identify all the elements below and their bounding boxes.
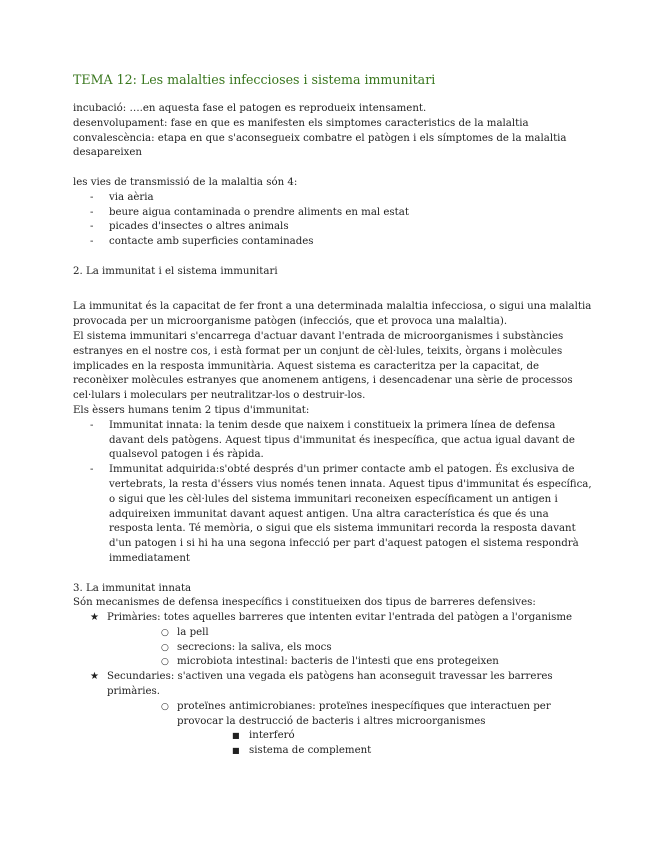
section2-paragraph-2: El sistema immunitari s'encarrega d'actuar davant l'entrada de microorganismes i substàncies estranyes en el nostre cos, i està format per un conjunt de cèl·lules, teixits, òrgans i molècules implicades en la resposta immunitària. Aquest sistema es caracteritza per la capacitat, de reconèixer molècules estranyes que anomenem antigens, i desencadenar una sèrie de processos cel·lulars i moleculars per neutralitzar-los o destruir-los. — [73, 330, 573, 402]
proteins-sublist — [213, 729, 593, 759]
dash-bullet: - — [90, 191, 94, 203]
list-item: - Immunitat adquirida:s'obté després d'un primer contacte amb el patogen. És exclusiva de vertebrats, la resta d'éssers vius només tenen innata. Aquest tipus d'immunitat és específica, o sigui que les cèl·lules del sistema immunitari reconeixen específicament un antigen i adquireixen immunitat davant aquest antigen. Una altra característica és que és una resposta lenta. Té memòria, o sigui que els sistema immunitari recorda la resposta davant d'un patogen i si hi ha una segona infecció per part d'aquest patogen el sistema respondrà immediatament — [90, 464, 592, 564]
list-item: - via aèria — [73, 191, 593, 206]
list-item: - Immunitat innata: la tenim desde que naixem i constitueix la primera línea de defensa davant dels patògens. Aquest tipus d'immunitat és inespecífica, que actua igual davant de qualsevol patogen i és ràpida. — [90, 419, 575, 461]
document-content — [73, 72, 593, 759]
list-item — [73, 670, 593, 759]
dash-bullet: - — [90, 464, 94, 476]
secundaries-sublist — [141, 700, 593, 759]
transmission-intro: les vies de transmissió de la malaltia són 4: — [73, 176, 298, 188]
star-bullet-icon: ★ — [90, 612, 99, 624]
section3-heading: 3. La immunitat innata — [73, 582, 192, 594]
list-item: ○ secrecions: la saliva, els mocs — [141, 641, 593, 656]
dash-bullet: - — [90, 206, 94, 218]
list-item: ○ proteïnes antimicrobianes: proteïnes inespecífiques que interactuen per provocar la destrucció de bacteris i altres microorganismes ■ interferó ■ sistema de complement — [141, 700, 593, 759]
primaries-sublist — [141, 626, 593, 670]
document-title: TEMA 12: Les malalties infeccioses i sistema immunitari — [73, 72, 436, 87]
secundaries-text: Secundaries: s'activen una vegada els patògens han aconseguit travessar les barreres primàries. — [107, 671, 553, 698]
list-item — [73, 611, 593, 670]
dash-bullet: - — [90, 221, 94, 233]
circle-bullet-icon: ○ — [161, 627, 169, 638]
list-item: - contacte amb superficies contaminades — [73, 235, 593, 250]
circle-bullet-icon: ○ — [161, 657, 169, 668]
primaries-text: Primàries: totes aquelles barreres que intenten evitar l'entrada del patògen a l'organisme — [107, 612, 573, 624]
section2-paragraph-1: La immunitat és la capacitat de fer front a una determinada malaltia infecciosa, o sigui una malaltia provocada per un microorganisme patògen (infecciós, que et provoca una malaltia). — [73, 301, 592, 328]
transmission-list — [73, 191, 593, 250]
section2-heading: 2. La immunitat i el sistema immunitari — [73, 265, 278, 277]
star-bullet-icon: ★ — [90, 671, 99, 683]
circle-bullet-icon: ○ — [161, 642, 169, 653]
barriers-list — [73, 611, 593, 759]
section3-intro: Són mecanismes de defensa inespecífics i constitueixen dos tipus de barreres defensives: — [73, 597, 536, 609]
list-item: ■ interferó — [213, 729, 593, 744]
dash-bullet: - — [90, 419, 94, 431]
section2-paragraph-3: Els èssers humans tenim 2 tipus d'immunitat: — [73, 404, 310, 416]
phase-incubacio: incubació: ….en aquesta fase el patogen es reprodueix intensament. — [73, 103, 427, 114]
square-bullet-icon: ■ — [232, 746, 240, 756]
phase-desenvolupament: desenvolupament: fase en que es manifesten els simptomes caracteristics de la malaltia — [73, 117, 529, 129]
immunity-types-list — [73, 419, 593, 567]
phase-convalescencia: convalescència: etapa en que s'aconsegueix combatre el patògen i els símptomes de la malaltia desapareixen — [73, 132, 567, 159]
list-item: ○ microbiota intestinal: bacteris de l'intesti que ens protegeixen — [141, 655, 593, 670]
circle-bullet-icon: ○ — [161, 701, 169, 712]
dash-bullet: - — [90, 236, 94, 248]
list-item: - beure aigua contaminada o prendre aliments en mal estat — [73, 206, 593, 221]
list-item: ○ la pell — [141, 626, 593, 641]
square-bullet-icon: ■ — [232, 731, 240, 741]
list-item: ■ sistema de complement — [213, 744, 593, 759]
list-item: - picades d'insectes o altres animals — [73, 220, 593, 235]
